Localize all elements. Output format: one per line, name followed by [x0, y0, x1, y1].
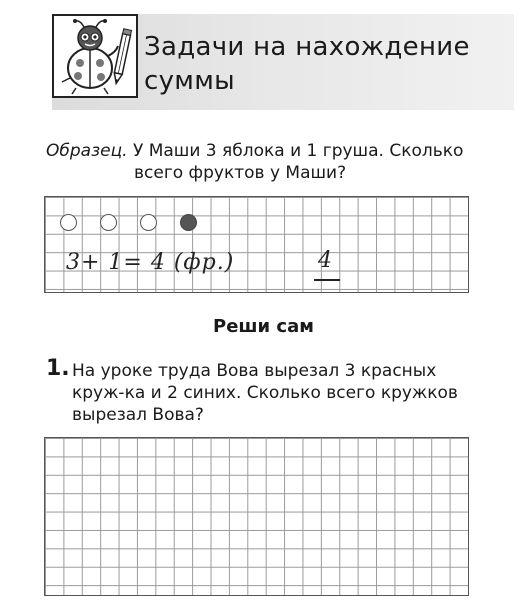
task-number: 1.: [46, 356, 70, 381]
mascot-box: [52, 14, 138, 98]
task-answer-grid[interactable]: [44, 437, 469, 596]
sample-text-line1: У Маши 3 яблока и 1 груша. Сколько: [132, 141, 464, 161]
sample-equation: 3+ 1= 4 (фр.): [66, 250, 235, 275]
task-text: На уроке труда Вова вырезал 3 красных круж-ка и 2 синих. Сколько всего кружков вырезал Вова?: [72, 361, 458, 425]
sample-answer: 4: [318, 248, 333, 273]
answer-underline: [314, 279, 340, 281]
page-title: Задачи на нахождение суммы: [144, 32, 470, 96]
section-title: Реши сам: [213, 316, 314, 337]
ladybug-with-pencil-icon: [54, 16, 136, 96]
sample-circles: [60, 214, 210, 236]
circle-apple-3: [140, 214, 157, 231]
circle-pear: [180, 214, 197, 231]
sample-grid: [44, 196, 469, 293]
circle-apple-2: [100, 214, 117, 231]
sample-text-line2: всего фруктов у Маши?: [134, 163, 347, 183]
sample-label: Образец.: [46, 141, 128, 161]
circle-apple-1: [60, 214, 77, 231]
sample-problem: [46, 140, 486, 184]
